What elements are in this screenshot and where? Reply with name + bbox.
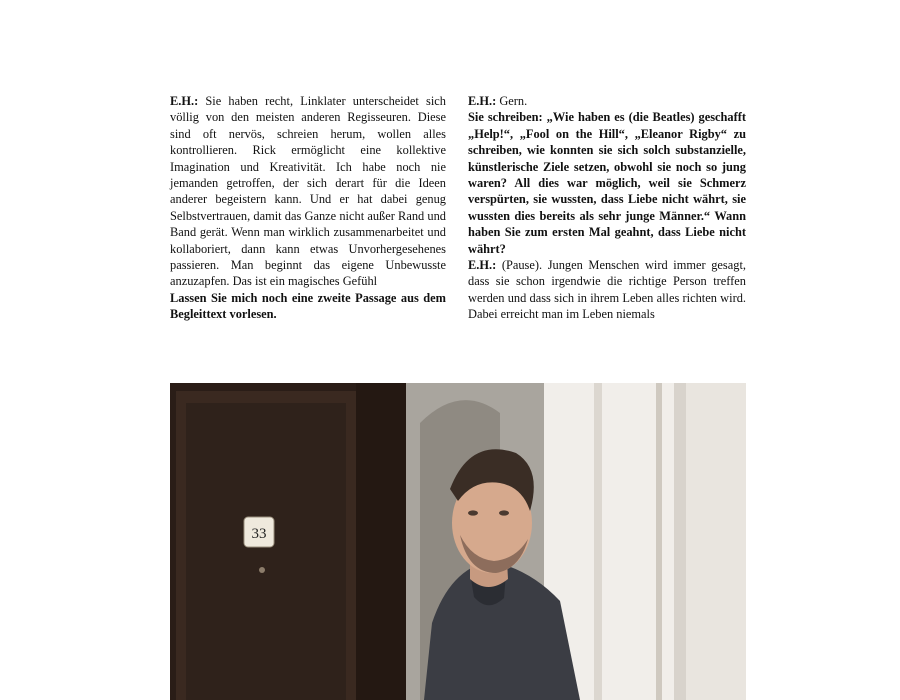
answer-text: Sie haben recht, Linklater unterscheidet sich völlig von den meisten anderen Regisseuren. Diese sind oft nervös, schreien herum, wollen alles kontrollieren. Rick ermöglicht eine kollektive Imagination und Kreativität. Ich habe noch nie jemanden getroffen, der sich derart für die Ideen anderer begeistern kann. Und er hat dabei genug Selbstvertrauen, damit das Ganze nicht außer Rand und Band gerät. Wenn man wirklich zusammenarbeitet und kollaboriert, dann kann etwas Unvorhergesehenes passieren. Man beginnt das eigene Unbewusste anzuzapfen. Das ist ein magisches Gefühl bbox=[170, 94, 446, 289]
answer-text: (Pause). Jungen Menschen wird immer gesagt, dass sie schon irgendwie die richtige Person treffen werden und dass sich in ihrem Leben alles richten wird. Dabei erreicht man im Leben niemals bbox=[468, 258, 746, 322]
answer-paragraph bbox=[468, 257, 746, 323]
right-text-column bbox=[468, 93, 746, 323]
speaker-label: E.H.: bbox=[468, 94, 497, 108]
left-text-column bbox=[170, 93, 446, 323]
door-number: 33 bbox=[251, 526, 267, 542]
speaker-label: E.H.: bbox=[468, 258, 497, 273]
answer-paragraph bbox=[170, 93, 446, 290]
interview-question: Lassen Sie mich noch eine zweite Passage aus dem Begleittext vorlesen. bbox=[170, 290, 446, 322]
speaker-label: E.H.: bbox=[170, 94, 199, 108]
answer-text: Gern. bbox=[496, 94, 528, 108]
portrait-photo bbox=[170, 383, 746, 700]
interview-question: Sie schreiben: „Wie haben es (die Beatles) geschafft „Help!“, „Fool on the Hill“, „Eleanor Rigby“ zu schreiben, wie konnten sie sich solch substanzielle, künstlerische Ziele setzen, obwohl sie noch so jung waren? All dies war möglich, weil sie Schmerz verspürten, sie wussten, dass Liebe nicht währt, sie wussten dies bereits als sehr junge Männer.“ Wann haben Sie zum ersten Mal geahnt, dass Liebe nicht währt? bbox=[468, 110, 746, 256]
answer-paragraph bbox=[468, 93, 746, 109]
